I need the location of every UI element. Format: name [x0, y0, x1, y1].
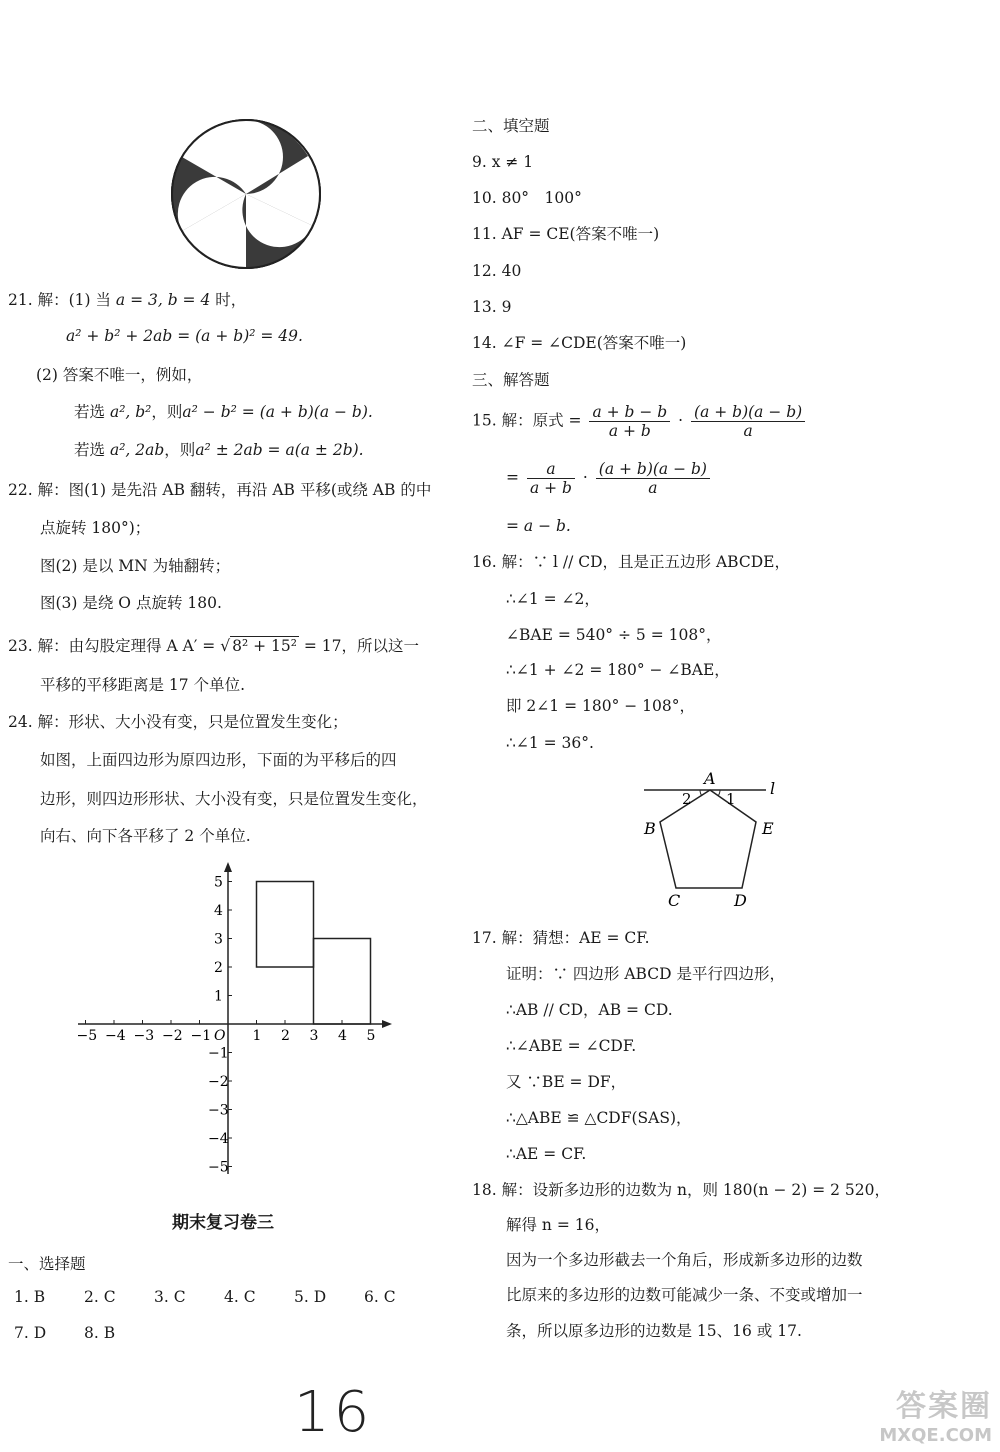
choice-1: 1. B: [14, 1288, 46, 1306]
watermark: [879, 1381, 992, 1446]
q21-line2: a² + b² + 2ab = (a + b)² = 49.: [66, 327, 303, 345]
x-tick-label: −2: [162, 1028, 183, 1044]
q18-line2: 解得 n = 16，: [506, 1216, 610, 1234]
final-review-title: 期末复习卷三: [172, 1213, 274, 1233]
label-B: B: [644, 819, 656, 838]
choice-6: 6. C: [364, 1288, 396, 1306]
label-A: A: [704, 770, 716, 788]
y-tick-label: 5: [214, 874, 223, 891]
x-tick-label: 1: [252, 1028, 262, 1044]
answer-13: 13. 9: [472, 298, 512, 316]
choice-2: 2. C: [84, 1288, 116, 1306]
label-D: D: [734, 891, 747, 910]
pentagon-figure: [638, 770, 788, 910]
q21-line1: 21. 解：(1) 当 a = 3, b = 4 时，: [8, 291, 247, 309]
q18-line4: 比原来的多边形的边数可能减少一条、不变或增加一: [506, 1286, 863, 1304]
q15-result: = a − b.: [506, 517, 571, 535]
x-tick-label: −1: [190, 1028, 212, 1044]
q24-line4: 向右、向下各平移了 2 个单位.: [40, 827, 251, 845]
x-tick-label: 4: [338, 1028, 347, 1044]
q21-line4: 若选 a², b²，则a² − b² = (a + b)(a − b).: [74, 403, 373, 421]
q21-line3: (2) 答案不唯一，例如，: [36, 366, 203, 384]
choice-4: 4. C: [224, 1288, 256, 1306]
q16-line4: ∴∠1 + ∠2 = 180° − ∠BAE，: [506, 661, 730, 679]
answer-14: 14. ∠F = ∠CDE(答案不唯一): [472, 334, 687, 352]
q18-line1: 18. 解：设新多边形的边数为 n，则 180(n − 2) = 2 520，: [472, 1181, 890, 1199]
y-tick-label: −4: [208, 1131, 229, 1147]
watermark-logo: 答案圈: [896, 1389, 992, 1424]
q16-line6: ∴∠1 = 36°.: [506, 734, 594, 752]
q15-line2: = $\frac{a}{a + b}$ · $\frac{(a + b)(a - b)}{a}$: [506, 460, 713, 497]
page-number: 16: [294, 1380, 374, 1445]
x-tick-label: 3: [309, 1028, 319, 1044]
y-tick-label: 2: [214, 960, 223, 976]
x-tick-label: 5: [366, 1028, 376, 1044]
answer-10: 10. 80° 100°: [472, 189, 582, 207]
q17-line5: 又 ∵BE = DF，: [506, 1073, 627, 1091]
q17-line1: 17. 解：猜想：AE = CF.: [472, 929, 650, 947]
y-tick-label: 3: [214, 931, 223, 948]
q21-line5: 若选 a², 2ab，则a² ± 2ab = a(a ± 2b).: [74, 441, 364, 459]
q22-line4: 图(3) 是绕 O 点旋转 180.: [40, 594, 222, 612]
x-tick-label: −3: [133, 1028, 155, 1044]
q17-line2: 证明：∵ 四边形 ABCD 是平行四边形，: [506, 965, 785, 983]
original-rectangle: [257, 882, 314, 968]
q24-line3: 边形，则四边形形状、大小没有变，只是位置发生变化，: [40, 790, 428, 808]
q17-line7: ∴AE = CF.: [506, 1145, 587, 1163]
section-fill-title: 二、填空题: [472, 117, 550, 135]
angle-label-2: 2: [682, 790, 692, 808]
y-tick-label: −1: [208, 1045, 229, 1062]
q15-frac2: $\frac{(a + b)(a - b)}{a}$: [691, 403, 805, 440]
q24-line2: 如图，上面四边形为原四边形，下面的为平移后的四: [40, 751, 397, 769]
q16-line2: ∴∠1 = ∠2，: [506, 590, 600, 608]
q22-line1: 22. 解：图(1) 是先沿 AB 翻转，再沿 AB 平移(或绕 AB 的中: [8, 481, 432, 499]
q17-line4: ∴∠ABE = ∠CDF.: [506, 1037, 637, 1055]
answer-11: 11. AF = CE(答案不唯一): [472, 225, 660, 243]
x-tick-label: −4: [105, 1028, 126, 1044]
q16-line1: 16. 解：∵ l // CD，且是正五边形 ABCDE，: [472, 553, 790, 571]
q18-line5: 条，所以原多边形的边数是 15、16 或 17.: [506, 1322, 802, 1340]
q18-line3: 因为一个多边形截去一个角后，形成新多边形的边数: [506, 1251, 863, 1269]
q15-frac1: $\frac{a + b - b}{a + b}$: [589, 403, 670, 440]
three-swirl-figure: [168, 116, 324, 272]
q17-line6: ∴△ABE ≌ △CDF(SAS)，: [506, 1109, 692, 1127]
q15-frac4: $\frac{(a + b)(a - b)}{a}$: [596, 460, 710, 497]
y-tick-label: 1: [214, 988, 223, 1005]
coordinate-graph: [70, 862, 400, 1182]
watermark-url: MXQE.COM: [879, 1425, 992, 1446]
q23-line1: 23. 解：由勾股定理得 A A′ = √ 8² + 15² = 17，所以这一: [8, 637, 420, 655]
y-tick-label: 4: [214, 903, 223, 919]
label-C: C: [668, 891, 681, 910]
y-axis-arrow: [224, 862, 232, 872]
answer-9: 9. x ≠ 1: [472, 153, 534, 171]
origin-label: O: [214, 1028, 226, 1044]
choice-8: 8. B: [84, 1324, 116, 1342]
choice-3: 3. C: [154, 1288, 186, 1306]
x-tick-label: −5: [76, 1028, 98, 1044]
angle-label-1: 1: [726, 790, 736, 808]
q16-line5: 即 2∠1 = 180° − 108°，: [506, 697, 695, 715]
q15-frac3: $\frac{a}{a + b}$: [527, 460, 575, 497]
y-tick-label: −2: [208, 1074, 229, 1090]
x-tick-label: 2: [281, 1028, 290, 1044]
x-axis-arrow: [382, 1020, 392, 1028]
q24-line1: 24. 解：形状、大小没有变，只是位置发生变化；: [8, 713, 348, 731]
y-tick-label: −3: [208, 1102, 229, 1119]
q15-line1: 15. 解：原式 = $\frac{a + b - b}{a + b}$ · $\frac{(a + b)(a - b)}{a}$: [472, 403, 808, 440]
q17-line3: ∴AB // CD，AB = CD.: [506, 1001, 673, 1019]
q23-line2: 平移的平移距离是 17 个单位.: [40, 676, 246, 694]
q22-line2: 点旋转 180°)；: [40, 519, 151, 537]
q16-line3: ∠BAE = 540° ÷ 5 = 108°，: [506, 626, 722, 644]
translated-rectangle: [314, 939, 371, 1025]
answer-12: 12. 40: [472, 262, 522, 280]
section-solve-title: 三、解答题: [472, 371, 550, 389]
q22-line3: 图(2) 是以 MN 为轴翻转；: [40, 557, 231, 575]
y-tick-label: −5: [208, 1159, 229, 1176]
section-choice-title: 一、选择题: [8, 1255, 86, 1273]
choice-7: 7. D: [14, 1324, 47, 1342]
label-l: l: [770, 779, 776, 798]
choice-5: 5. D: [294, 1288, 327, 1306]
label-E: E: [762, 819, 774, 838]
